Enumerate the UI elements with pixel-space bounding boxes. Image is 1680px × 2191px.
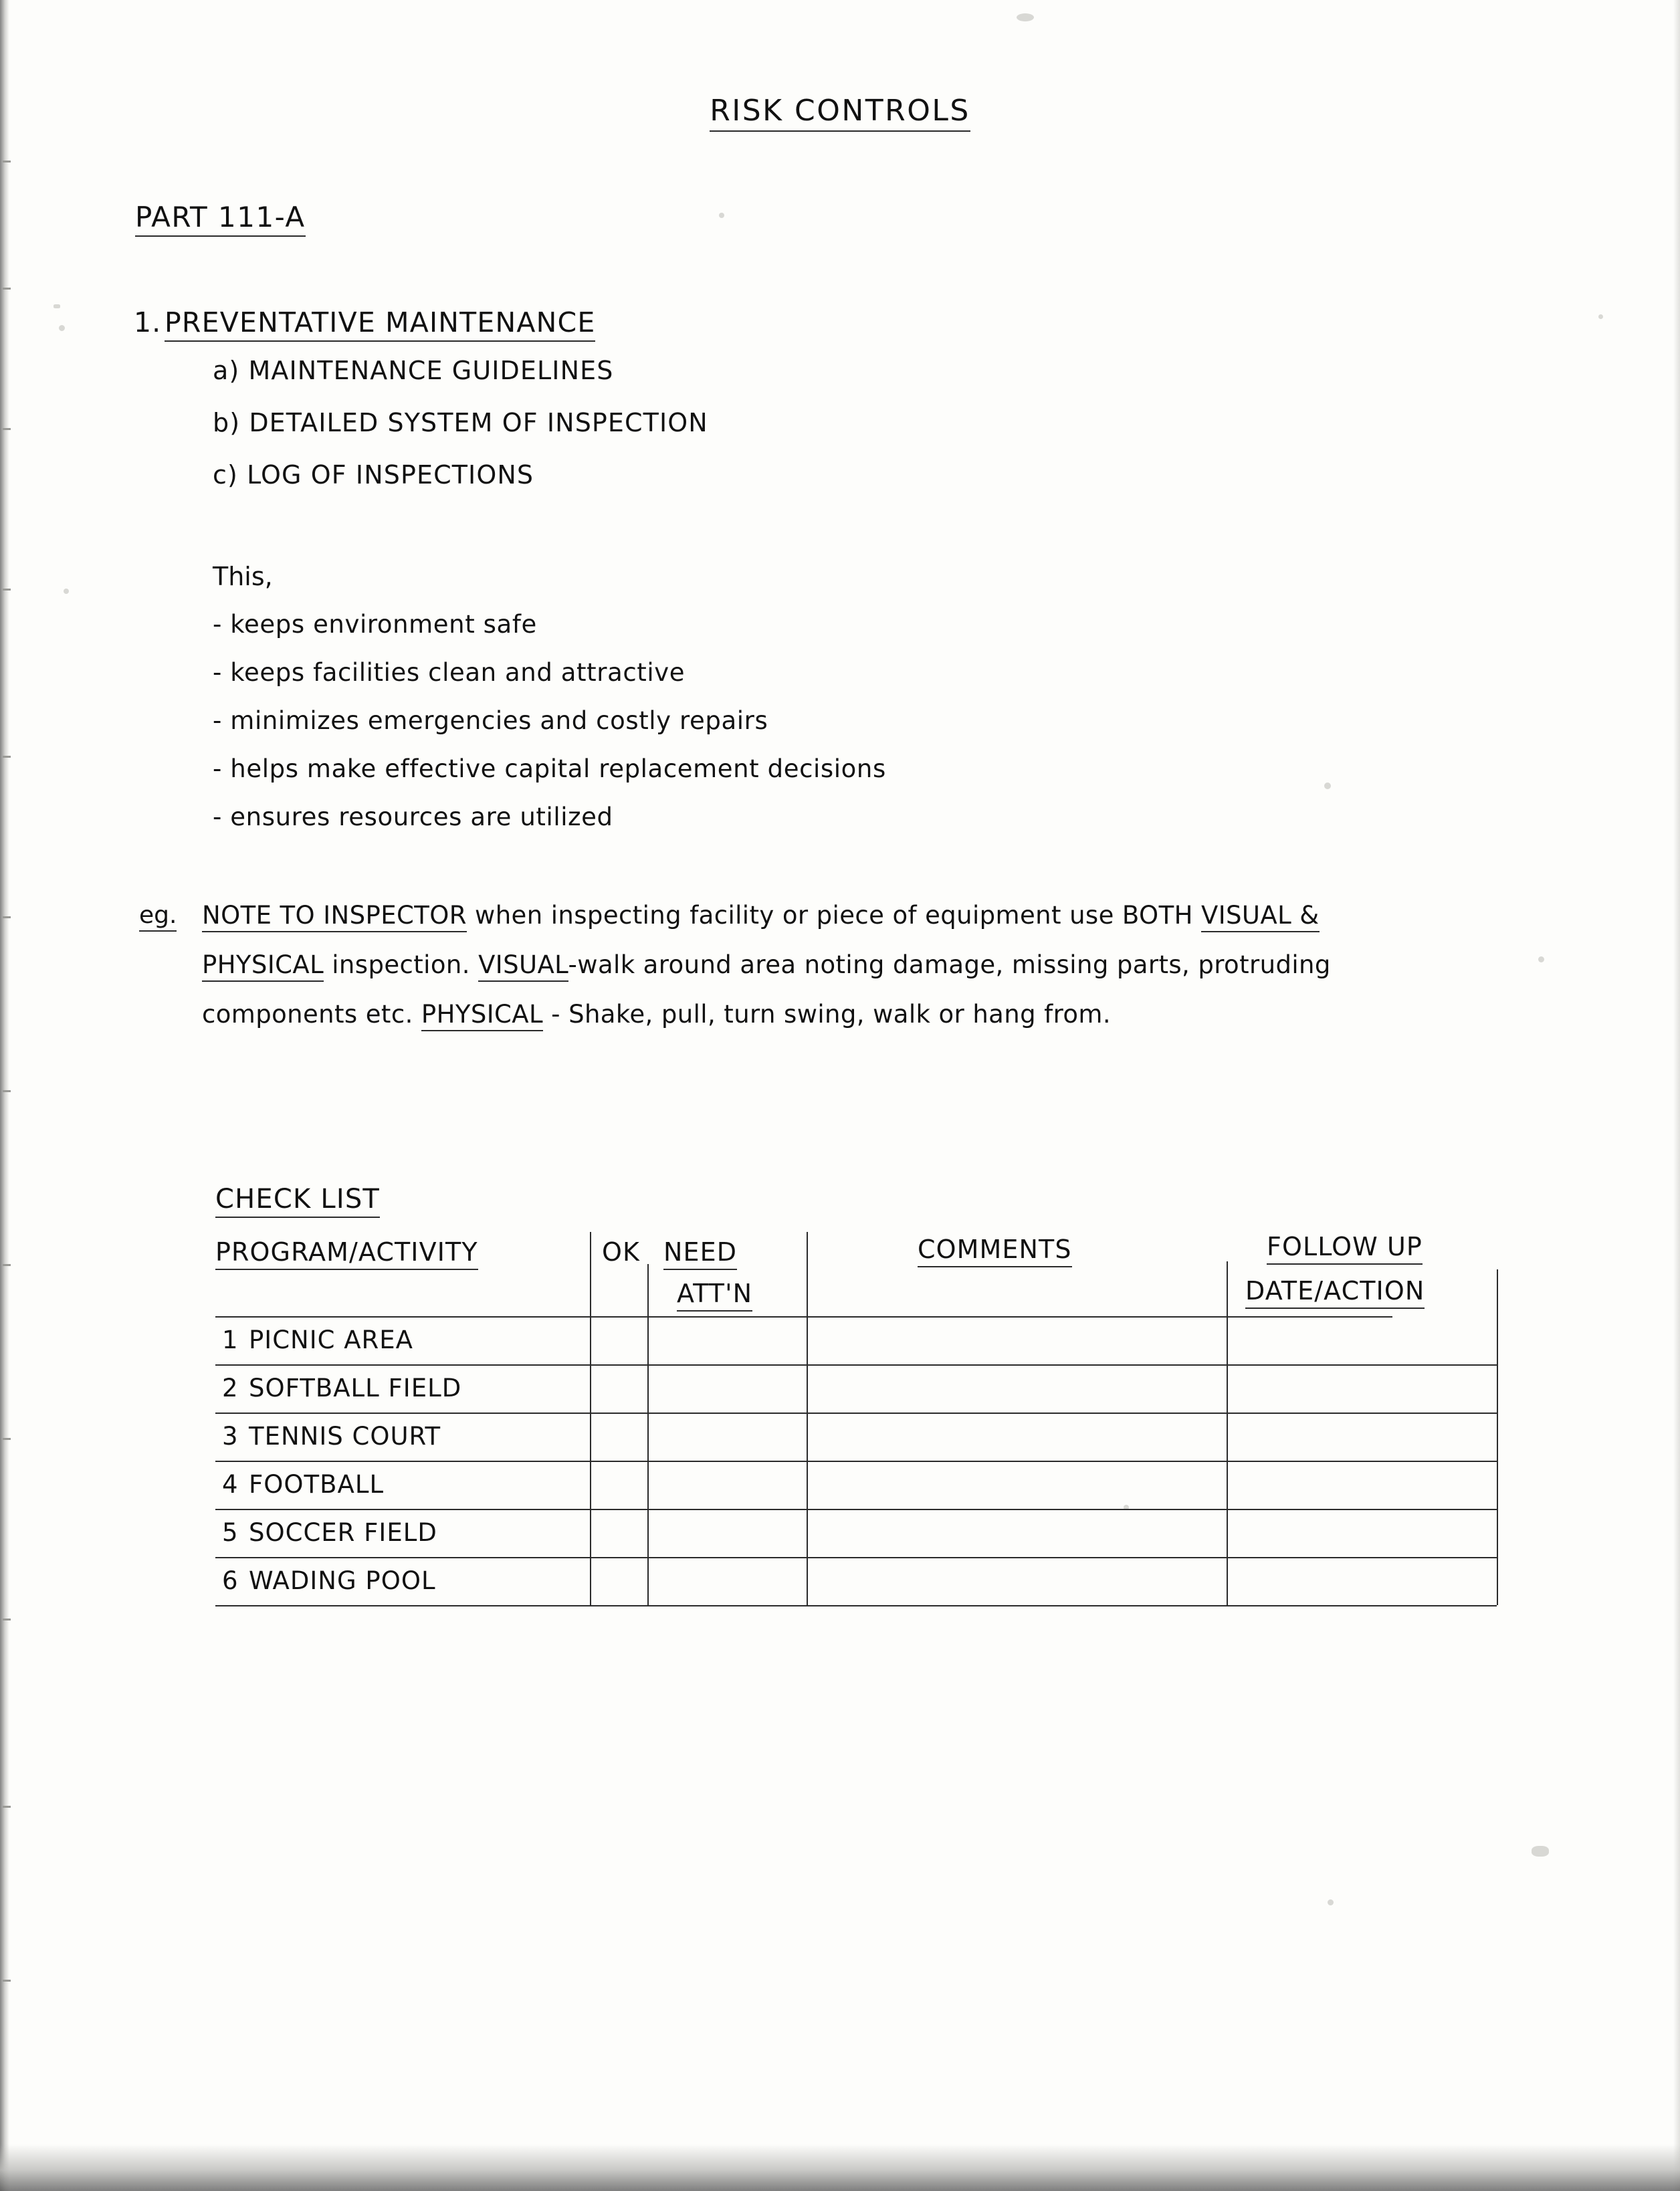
scan-speck [1324, 782, 1331, 789]
column-header-attn: ATT'N [677, 1279, 752, 1308]
benefits-lead-in: This, [213, 562, 273, 591]
table-column-rule-right-edge [1497, 1316, 1498, 1605]
row-label: WADING POOL [249, 1566, 436, 1595]
benefit-item: - keeps facilities clean and attractive [213, 658, 686, 687]
row-number: 5 [222, 1518, 239, 1547]
column-header-program-activity: PROGRAM/ACTIVITY [215, 1237, 478, 1267]
column-header-need: NEED [663, 1237, 737, 1267]
scan-edge-marks [0, 0, 17, 2191]
table-column-rule-need-right [807, 1316, 808, 1605]
table-rule [215, 1509, 1497, 1510]
table-column-rule-ok-right [647, 1316, 649, 1605]
scan-speck [1017, 13, 1034, 21]
table-row[interactable] [222, 1374, 461, 1402]
row-number: 4 [222, 1470, 239, 1499]
table-rule [215, 1364, 1497, 1366]
table-row[interactable] [222, 1518, 437, 1547]
benefit-item: - minimizes emergencies and costly repairs [213, 706, 768, 735]
section-number: 1. [134, 306, 162, 338]
note-to-inspector-heading: NOTE TO INSPECTOR [202, 901, 467, 932]
scan-speck [64, 589, 69, 594]
note-text-4: - Shake, pull, turn swing, walk or hang from. [543, 1000, 1112, 1029]
page-title-text: RISK CONTROLS [710, 94, 970, 132]
scan-edge-shadow-bottom [0, 2144, 1680, 2191]
scan-speck [1538, 956, 1544, 962]
table-row[interactable] [222, 1470, 384, 1499]
section-item-c: c) LOG OF INSPECTIONS [213, 460, 534, 490]
table-rule [215, 1461, 1497, 1462]
part-label-text: PART 111-A [135, 201, 306, 237]
checklist-table-grid [215, 1316, 1498, 1610]
row-label: PICNIC AREA [249, 1326, 413, 1354]
benefit-item: - ensures resources are utilized [213, 803, 613, 831]
header-divider-need-right [807, 1232, 808, 1316]
header-divider-ok-right [647, 1264, 649, 1316]
column-header-ok: OK [602, 1237, 641, 1267]
row-number: 6 [222, 1566, 239, 1595]
note-text-2: inspection. [324, 950, 479, 979]
row-number: 2 [222, 1374, 239, 1402]
row-label: SOFTBALL FIELD [249, 1374, 462, 1402]
scan-speck [1532, 1846, 1549, 1857]
table-row[interactable] [222, 1326, 413, 1354]
note-text-3: -walk around area noting damage, missing parts, protruding components etc. [202, 950, 1331, 1029]
section-item-b: b) DETAILED SYSTEM OF INSPECTION [213, 408, 708, 437]
table-rule [215, 1605, 1497, 1606]
table-column-rule-ok-left [590, 1316, 591, 1605]
visual-emphasis: VISUAL [478, 950, 568, 982]
inspector-note-paragraph [202, 891, 1446, 1039]
table-row[interactable] [222, 1422, 441, 1451]
header-divider-ok-left [590, 1232, 591, 1316]
section-heading: PREVENTATIVE MAINTENANCE [165, 306, 595, 342]
header-divider-right-edge [1497, 1269, 1498, 1316]
scan-speck [1328, 1899, 1334, 1905]
checklist-table [215, 1228, 1498, 1610]
column-header-date-action: DATE/ACTION [1245, 1276, 1425, 1306]
checklist-title: CHECK LIST [215, 1184, 380, 1218]
row-label: FOOTBALL [249, 1470, 385, 1499]
column-header-comments: COMMENTS [918, 1235, 1072, 1264]
row-number: 3 [222, 1422, 239, 1451]
example-label: eg. [139, 902, 177, 932]
table-row[interactable] [222, 1566, 436, 1595]
part-label [135, 201, 306, 233]
scan-speck [1598, 314, 1603, 319]
table-rule [215, 1316, 1392, 1318]
benefit-item: - helps make effective capital replacement decisions [213, 754, 886, 783]
section-item-a: a) MAINTENANCE GUIDELINES [213, 356, 614, 385]
scan-speck [54, 304, 60, 308]
table-rule [215, 1413, 1497, 1414]
column-header-follow-up: FOLLOW UP [1267, 1232, 1423, 1261]
row-number: 1 [222, 1326, 239, 1354]
row-label: TENNIS COURT [249, 1422, 441, 1451]
scan-speck [59, 325, 65, 331]
header-divider-followup-left [1227, 1261, 1228, 1316]
physical-emphasis: PHYSICAL [421, 1000, 543, 1031]
scan-edge-shadow-right [1673, 0, 1680, 2191]
benefit-item: - keeps environment safe [213, 610, 537, 639]
checklist-table-header [215, 1228, 1498, 1316]
table-column-rule-followup-left [1227, 1316, 1228, 1605]
page-title [0, 94, 1680, 128]
row-label: SOCCER FIELD [249, 1518, 437, 1547]
table-rule [215, 1557, 1497, 1558]
note-text-1: when inspecting facility or piece of equipment use BOTH [466, 901, 1201, 930]
visual-physical-emphasis: VISUAL & PHYSICAL [202, 901, 1320, 982]
scan-speck [719, 213, 724, 218]
